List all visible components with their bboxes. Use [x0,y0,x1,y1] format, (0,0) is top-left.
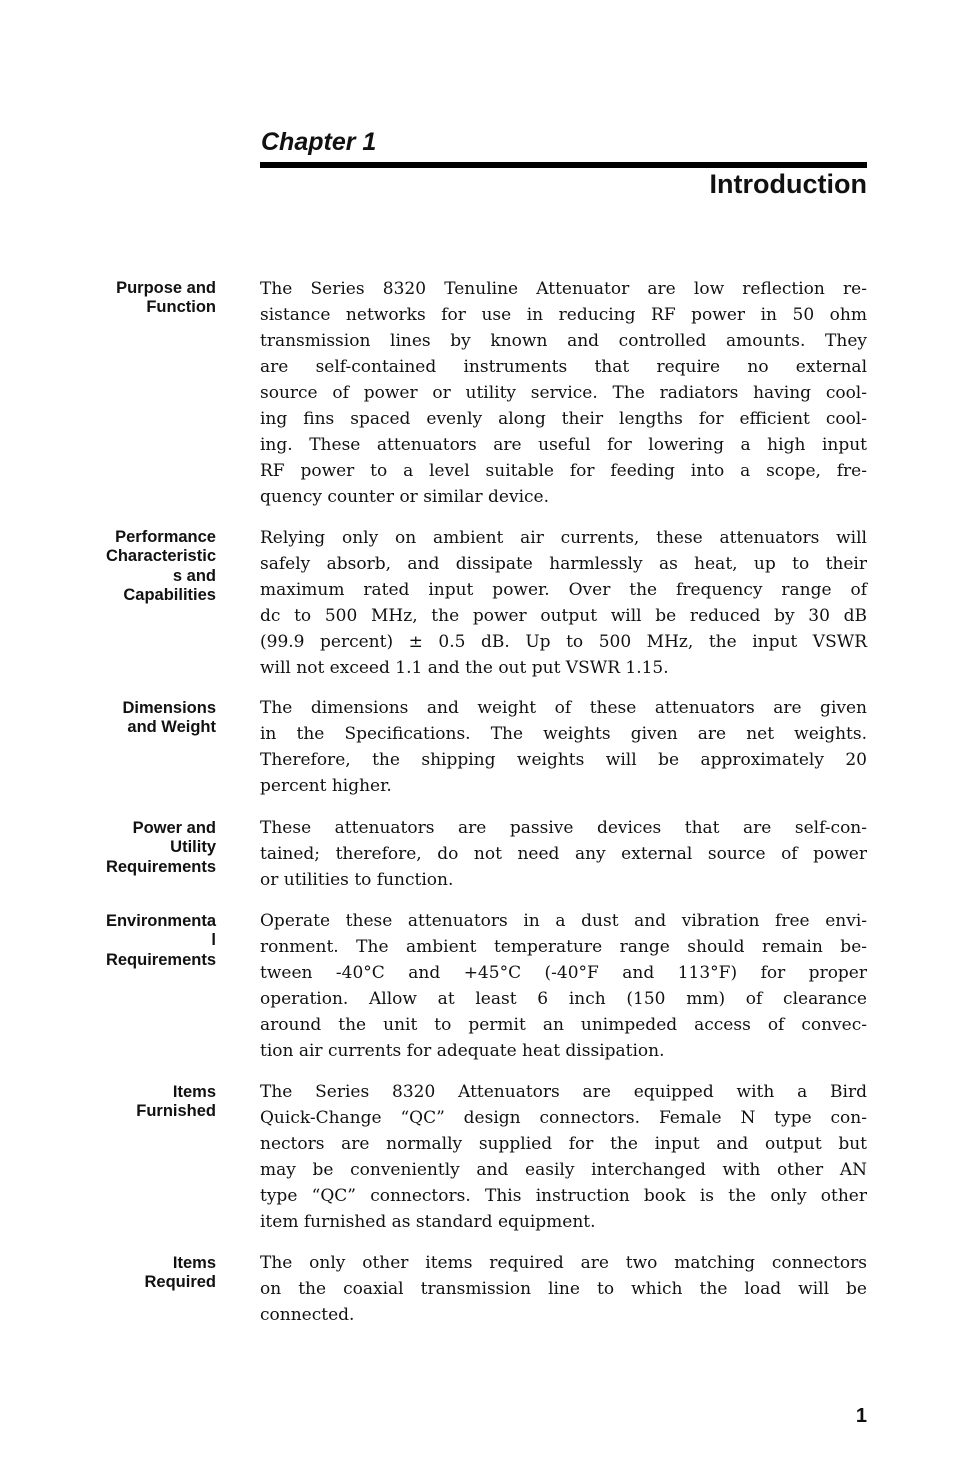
side-heading: Items Furnished [136,1083,216,1121]
side-heading: Environmenta l Requirements [105,912,216,969]
paragraph: The only other items required are two matching connectors on the coaxial transmission line to which the load will be connected. [260,1253,867,1325]
paragraph: Operate these attenuators in a dust and vibration free envi- ronment. The ambient temperature range should remain be- tween -40°C and +45°C (-40°F and 113°F) for proper operation. Allow at least 6 inch (150 mm) of clearance around the unit to permit an unimpeded access of convec- tion air currents for adequate heat dissipation. [260,911,867,1061]
side-heading: Purpose and Function [116,279,216,317]
side-heading: Performance Characteristic s and Capabilities [105,528,216,604]
paragraph: The Series 8320 Attenuators are equipped with a Bird Quick-Change “QC” design connectors. Female N type con- nectors are normally supplied for the input and output but may be conveniently and easily interchanged with other AN type “QC” connectors. This instruction book is the only other item furnished as standard equipment. [260,1082,867,1232]
side-heading: Items Required [144,1254,216,1292]
paragraph: These attenuators are passive devices that are self-con- tained; therefore, do not need any external source of power or utilities to function. [260,818,867,890]
side-heading: Dimensions and Weight [122,699,216,737]
page-number: 1 [855,1405,867,1427]
paragraph: Relying only on ambient air currents, these attenuators will safely absorb, and dissipate harmlessly as heat, up to their maximum rated input power. Over the frequency range of dc to 500 MHz, the power output will be reduced by 30 dB (99.9 percent) ± 0.5 dB. Up to 500 MHz, the input VSWR will not exceed 1.1 and the out put VSWR 1.15. [260,528,867,678]
paragraph: The Series 8320 Tenuline Attenuator are low reflection re- sistance networks for use in reducing RF power in 50 ohm transmission lines by known and controlled amounts. They are self-contained instruments that require no external source of power or utility service. The radiators having cool- ing fins spaced evenly along their lengths for efficient cool- ing. These attenuators are useful for lowering a high input RF power to a level suitable for feeding into a scope, fre- quency counter or similar device. [260,279,867,507]
page-title: Introduction [709,169,867,199]
heading-rule [260,162,867,168]
side-heading: Power and Utility Requirements [105,819,216,876]
chapter-heading: Chapter 1 [261,128,377,156]
paragraph: The dimensions and weight of these attenuators are given in the Specifications. The weights given are net weights. Therefore, the shipping weights will be approximately 20 percent higher. [260,698,867,796]
